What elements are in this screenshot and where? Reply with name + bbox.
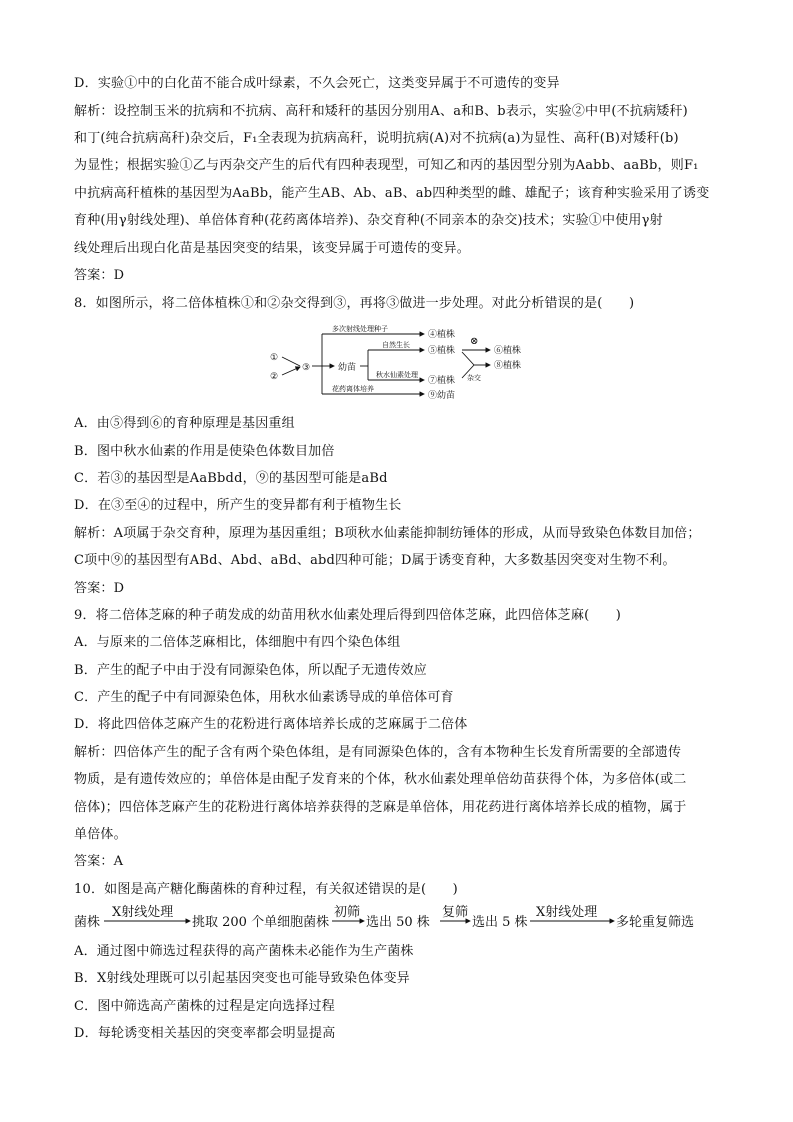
q8-option-d: D．在③至④的过程中，所产生的变异都有利于植物生长 bbox=[74, 498, 402, 513]
arrow-p2-p3 bbox=[282, 367, 300, 375]
node-5: ⑤植株 bbox=[428, 346, 456, 356]
q9-answer: 答案：A bbox=[74, 854, 124, 869]
q7-option-d: D．实验①中的白化苗不能合成叶绿素，不久会死亡，这类变异属于不可遗传的变异 bbox=[74, 76, 560, 91]
node-seedling: 幼苗 bbox=[338, 363, 357, 373]
flow-select-50: 选出 50 株 bbox=[366, 915, 430, 930]
selfing-symbol: ⊗ bbox=[470, 336, 479, 347]
q9-analysis-line-4: 单倍体。 bbox=[74, 827, 127, 842]
q8-analysis-line-1: 解析：A项属于杂交育种，原理为基因重组；B项秋水仙素能抑制纺锤体的形成，从而导致染色体数目加倍； bbox=[74, 526, 701, 541]
flow-label-rescreen: 复筛 bbox=[442, 905, 469, 920]
q9-option-b: B．产生的配子中由于没有同源染色体，所以配子无遗传效应 bbox=[74, 663, 427, 678]
label-multi-ray: 多次射线处理种子 bbox=[332, 325, 388, 333]
q8-analysis-line-2: C项中⑨的基因型有ABd、Abd、aBd、abd四种可能；D属于诱变育种，大多数基因突变对生物不利。 bbox=[74, 553, 676, 568]
q8-option-c: C．若③的基因型是AaBbdd，⑨的基因型可能是aBd bbox=[74, 471, 388, 486]
node-6: ⑥植株 bbox=[494, 346, 522, 356]
node-3: ③ bbox=[302, 363, 311, 373]
label-anther-culture: 花药离体培养 bbox=[332, 385, 374, 393]
q10-option-d: D．每轮诱变相关基因的突变率都会明显提高 bbox=[74, 1026, 336, 1041]
q9-option-a: A．与原来的二倍体芝麻相比，体细胞中有四个染色体组 bbox=[74, 635, 401, 650]
q7-analysis-line-6: 线处理后出现白化苗是基因突变的结果，该变异属于可遗传的变异。 bbox=[74, 241, 471, 256]
q9-option-c: C．产生的配子中有同源染色体，用秋水仙素诱导成的单倍体可育 bbox=[74, 690, 454, 705]
q10-option-c: C．图中筛选高产菌株的过程是定向选择过程 bbox=[74, 999, 335, 1014]
flow-repeat-screening: 多轮重复筛选 bbox=[616, 915, 695, 930]
flow-pick-200: 挑取 200 个单细胞菌株 bbox=[192, 915, 330, 930]
breeding-diagram bbox=[262, 322, 542, 408]
flow-label-xray-2: X射线处理 bbox=[536, 905, 598, 920]
label-natural-growth: 自然生长 bbox=[382, 341, 410, 349]
flow-select-5: 选出 5 株 bbox=[472, 915, 528, 930]
q10-stem: 10．如图是高产糖化酶菌株的育种过程，有关叙述错误的是( ) bbox=[74, 882, 458, 897]
node-4: ④植株 bbox=[428, 330, 456, 340]
q10-option-a: A．通过图中筛选过程获得的高产菌株未必能作为生产菌株 bbox=[74, 944, 414, 959]
node-8: ⑧植株 bbox=[494, 361, 522, 371]
arrow-p1-p3 bbox=[282, 357, 300, 366]
q7-analysis-line-4: 中抗病高秆植株的基因型为AaBb，能产生AB、Ab、aB、ab四种类型的雌、雄配子；该育种实验采用了诱变 bbox=[74, 186, 710, 201]
breeding-flow bbox=[74, 904, 724, 932]
q7-answer: 答案：D bbox=[74, 268, 125, 283]
label-cross: 杂交 bbox=[467, 374, 481, 382]
q7-analysis-line-5: 育种(用γ射线处理)、单倍体育种(花药离体培养)、杂交育种(不同亲本的杂交)技术；实验①中使用γ射 bbox=[74, 213, 663, 228]
flow-label-xray-1: X射线处理 bbox=[112, 905, 174, 920]
q10-option-b: B．X射线处理既可以引起基因突变也可能导致染色体变异 bbox=[74, 971, 411, 986]
q8-answer: 答案：D bbox=[74, 581, 125, 596]
flow-strain: 菌株 bbox=[74, 915, 101, 930]
node-1: ① bbox=[270, 353, 279, 363]
q9-stem: 9．将二倍体芝麻的种子萌发成的幼苗用秋水仙素处理后得到四倍体芝麻，此四倍体芝麻( ) bbox=[74, 608, 622, 623]
q7-analysis-line-2: 和丁(纯合抗病高秆)杂交后，F₁全表现为抗病高秆，说明抗病(A)对不抗病(a)为显性、高秆(B)对矮秆(b) bbox=[74, 131, 679, 146]
q7-analysis-line-3: 为显性；根据实验①乙与丙杂交产生的后代有四种表现型，可知乙和丙的基因型分别为Aabb、aaBb，则F₁ bbox=[74, 158, 699, 173]
node-7: ⑦植株 bbox=[428, 376, 456, 386]
q9-analysis-line-2: 物质，是有遗传效应的；单倍体是由配子发育来的个体，秋水仙素处理单倍幼苗获得个体，为多倍体(或二 bbox=[74, 772, 687, 787]
q9-analysis-line-3: 倍体)；四倍体芝麻产生的花粉进行离体培养获得的芝麻是单倍体，用花药进行离体培养长成的植物，属于 bbox=[74, 800, 687, 815]
q8-stem: 8．如图所示，将二倍体植株①和②杂交得到③，再将③做进一步处理。对此分析错误的是( ) bbox=[74, 296, 635, 311]
node-9: ⑨幼苗 bbox=[428, 391, 456, 401]
node-2: ② bbox=[270, 372, 279, 382]
q9-analysis-line-1: 解析：四倍体产生的配子含有两个染色体组，是有同源染色体的，含有本物种生长发育所需要的全部遗传 bbox=[74, 745, 682, 760]
q8-option-b: B．图中秋水仙素的作用是使染色体数目加倍 bbox=[74, 444, 335, 459]
q8-option-a: A．由⑤得到⑥的育种原理是基因重组 bbox=[74, 416, 295, 431]
q9-option-d: D．将此四倍体芝麻产生的花粉进行离体培养长成的芝麻属于二倍体 bbox=[74, 717, 468, 732]
flow-label-primary-screen: 初筛 bbox=[334, 905, 361, 920]
q7-analysis-line-1: 解析：设控制玉米的抗病和不抗病、高秆和矮秆的基因分别用A、a和B、b表示，实验②中甲(不抗病矮秆) bbox=[74, 104, 688, 119]
cross-line-upper bbox=[462, 352, 474, 365]
label-colchicine: 秋水仙素处理 bbox=[376, 371, 418, 379]
